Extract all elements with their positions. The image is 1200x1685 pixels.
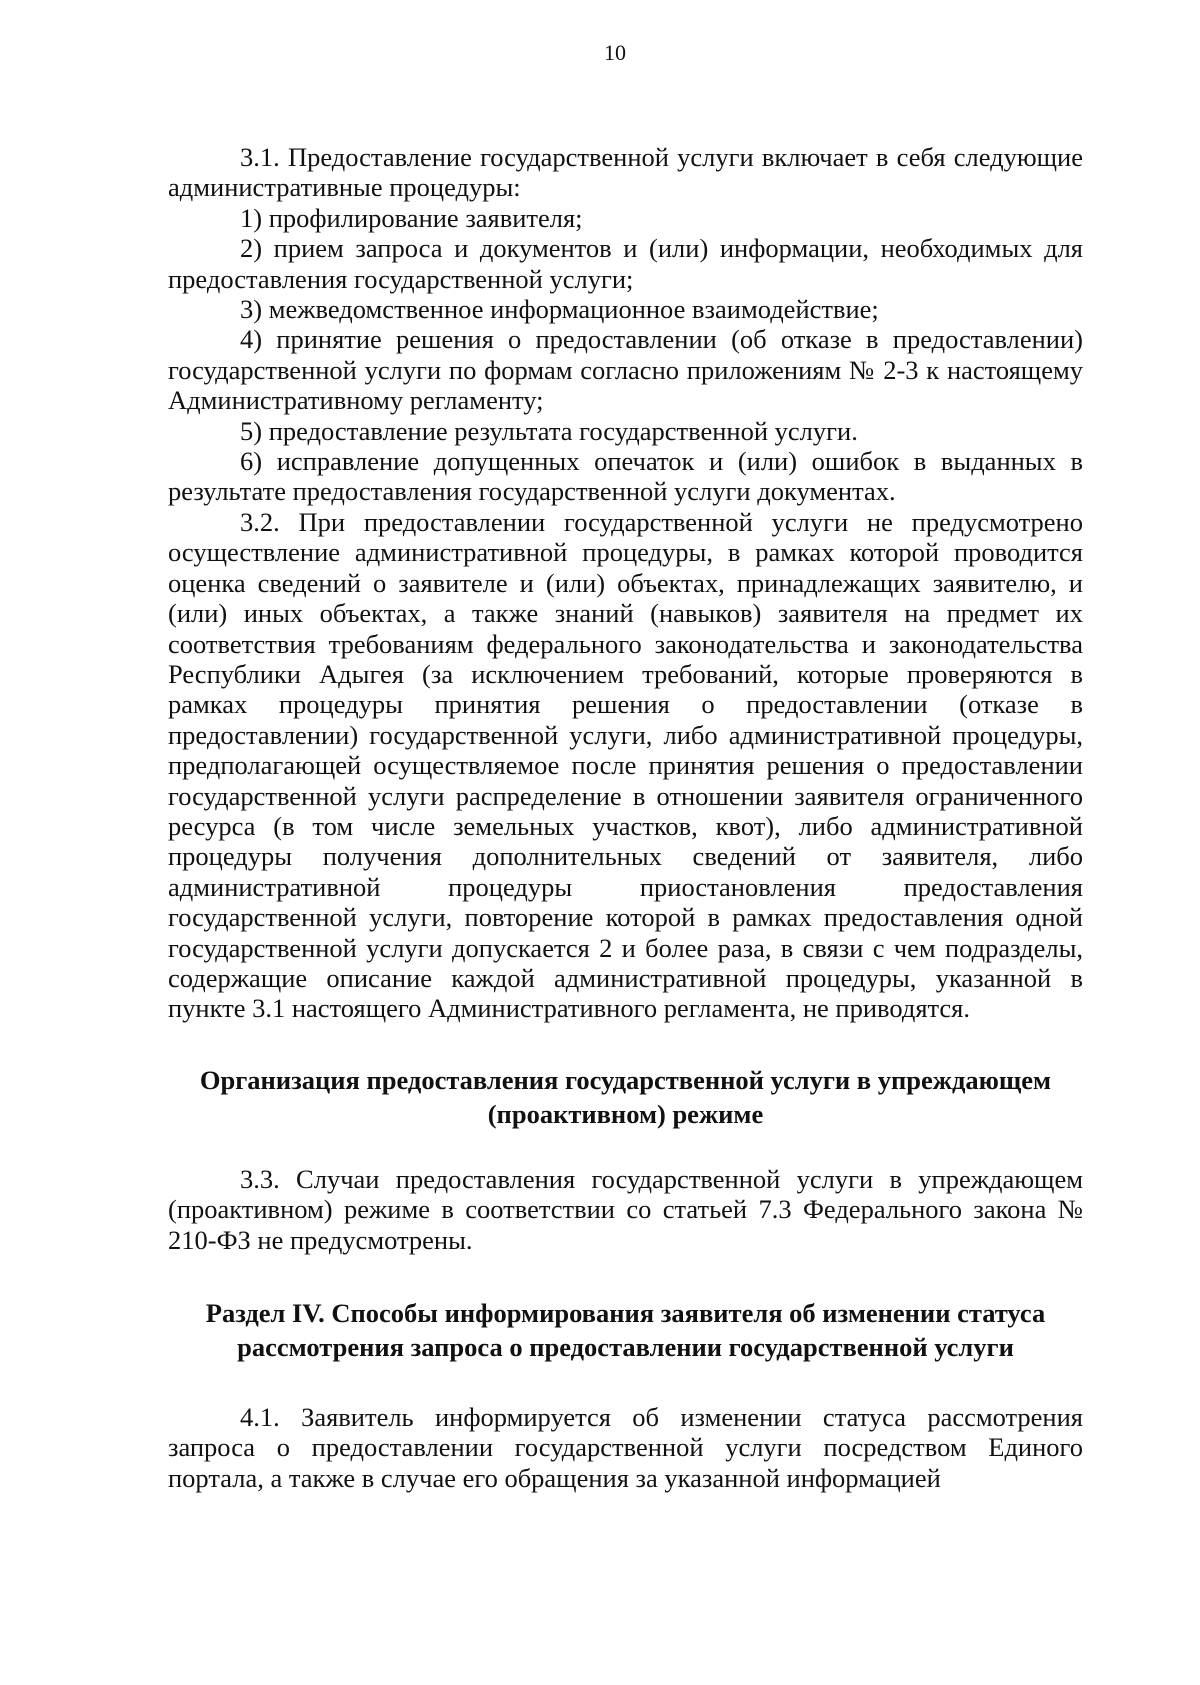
procedure-item-3: 3) межведомственное информационное взаимодействие; [240,294,879,325]
document-body [168,142,1083,1493]
procedure-item-1: 1) профилирование заявителя; [240,202,583,233]
procedure-item-6: 6) исправление допущенных опечаток и (или) ошибок в выданных в результате предоставления государственной услуги документах. [168,446,1083,507]
heading-proactive-line-1: Организация предоставления государственной услуги в упреждающем [199,1064,1052,1095]
paragraph-3-2: 3.2. При предоставлении государственной услуги не предусмотрено осуществление административной процедуры, в рамках которой проводится оценка сведений о заявителе и (или) объектах, принадлежащих заявителю, и (или) иных объектах, а также знаний (навыков) заявителя на предмет их соответствия требованиям федерального законодательства и законодательства Республики Адыгея (за исключением требований, которые проверяются в рамках процедуры принятия решения о предоставлении (отказе в предоставлении) государственной услуги, либо административной процедуры, предполагающей осуществляемое после принятия решения о предоставлении государственной услуги распределение в отношении заявителя ограниченного ресурса (в том числе земельных участков, квот), либо административной процедуры получения дополнительных сведений от заявителя, либо административной процедуры приостановления предоставления государственной услуги, повторение которой в рамках предоставления одной государственной услуги допускается 2 и более раза, в связи с чем подразделы, содержащие описание каждой административной процедуры, указанной в пункте 3.1 настоящего Административного регламента, не приводятся. [168,506,1083,1024]
paragraph-3-3: 3.3. Случаи предоставления государственной услуги в упреждающем (проактивном) режиме в соответствии со статьей 7.3 Федерального закона № 210-ФЗ не предусмотрены. [168,1163,1083,1255]
procedure-item-2: 2) прием запроса и документов и (или) информации, необходимых для предоставления государственной услуги; [168,233,1083,294]
procedure-item-4: 4) принятие решения о предоставлении (об отказе в предоставлении) государственной услуги по формам согласно приложениям № 2-3 к настоящему Административному регламенту; [168,324,1083,416]
paragraph-4-1: 4.1. Заявитель информируется об изменении статуса рассмотрения запроса о предоставлении государственной услуги посредством Единого портала, а также в случае его обращения за указанной информацией [168,1402,1083,1493]
heading-proactive-line-2: (проактивном) режиме [487,1098,764,1129]
heading-section-4-line-2: рассмотрения запроса о предоставлении государственной услуги [237,1332,1014,1362]
heading-section-4 [168,1296,1083,1364]
procedure-item-5: 5) предоставление результата государственной услуги. [240,415,858,446]
paragraph-3-1: 3.1. Предоставление государственной услуги включает в себя следующие административные процедуры: [168,142,1083,203]
page-number: 10 [604,40,626,65]
heading-section-4-line-1: Раздел IV. Способы информирования заявителя об изменении статуса [205,1298,1046,1328]
heading-proactive [168,1063,1083,1131]
